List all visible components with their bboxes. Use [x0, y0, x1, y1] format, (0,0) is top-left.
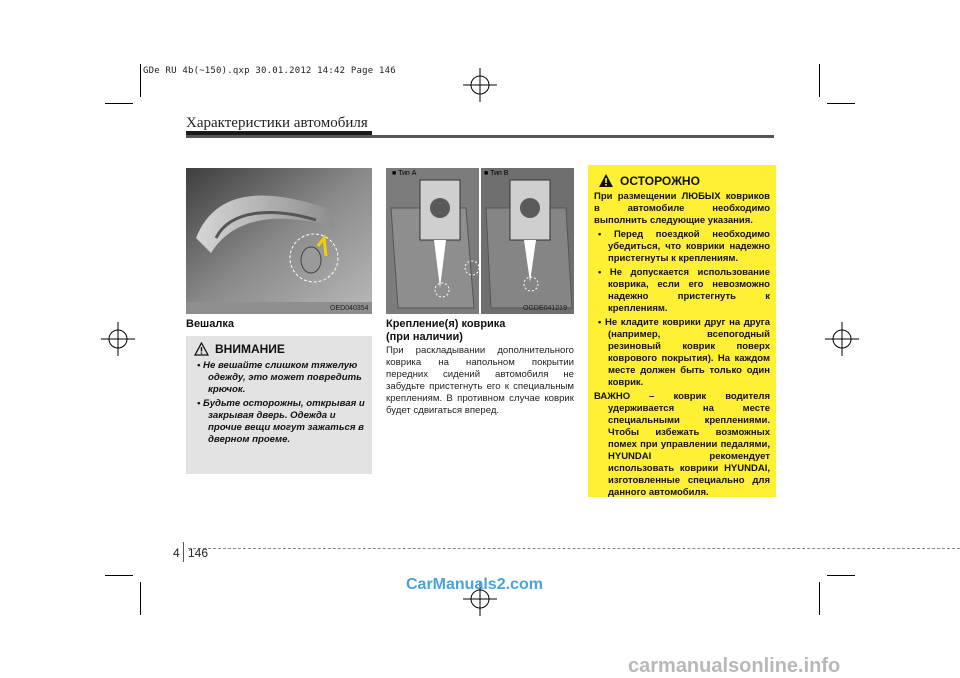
print-slug: GDe RU 4b(~150).qxp 30.01.2012 14:42 Page 146	[143, 66, 396, 76]
registration-mark-icon	[101, 322, 135, 356]
warning-item: • Не вешайте слишком тяжелую одежду, это может повредить крючок.	[197, 360, 362, 395]
watermark-bottom-link[interactable]: carmanualsonline.info	[628, 655, 841, 677]
warning-item: • Будьте осторожны, открывая и закрывая дверь. Одежда и прочие вещи могут зажаться в дверном проеме.	[197, 398, 365, 445]
caution-item: • Не допускается использование коврика, если его невозможно надежно пристегнуть к креплениям.	[598, 267, 771, 314]
caution-box	[588, 165, 776, 497]
image-code: OGDE041219	[523, 305, 567, 312]
crop-mark	[140, 64, 141, 97]
caution-intro: При размещении ЛЮБЫХ ковриков в автомобиле необходимо выполнить следующие указания.	[594, 191, 770, 226]
floor-mat-anchor-photo	[386, 168, 574, 314]
registration-mark-icon	[463, 68, 497, 102]
warning-triangle-icon	[194, 342, 209, 356]
crop-mark	[827, 575, 855, 576]
caution-list	[594, 229, 770, 389]
crop-mark	[105, 575, 133, 576]
header-rule	[186, 135, 774, 138]
section-title-floor-mat: Крепление(я) коврика	[386, 318, 506, 330]
page-number: 146	[188, 546, 209, 560]
footer-dashed-rule	[188, 548, 960, 549]
page-header-title: Характеристики автомобиля	[186, 115, 368, 131]
warning-box	[186, 336, 372, 474]
watermark-link[interactable]: CarManuals2.com	[406, 576, 543, 593]
chapter-number: 4	[173, 546, 180, 560]
crop-mark	[827, 103, 855, 104]
caution-item: • Не кладите коврики друг на друга (например, всепогодный резиновый коврик поверх коврового покрытия). На каждом месте должен быть только один коврик.	[598, 317, 770, 388]
crop-mark	[819, 64, 820, 97]
warning-title: ВНИМАНИЕ	[215, 342, 285, 356]
coat-hook-photo	[186, 168, 372, 314]
registration-mark-icon	[825, 322, 859, 356]
warning-list	[190, 360, 366, 448]
caution-triangle-icon	[598, 173, 614, 188]
type-a-label: ■ Тип А	[392, 170, 417, 177]
crop-mark	[819, 582, 820, 615]
image-code: OED040354	[330, 305, 369, 312]
crop-mark	[140, 582, 141, 615]
caution-item: • Перед поездкой необходимо убедиться, что коврики надежно пристегнуты к креплениям.	[598, 229, 770, 264]
crop-mark	[105, 103, 133, 104]
section-subtitle-floor-mat: (при наличии)	[386, 331, 463, 343]
caution-note: ВАЖНО – коврик водителя удерживается на месте специальными креплениями. Чтобы избежать возможных помех при управлении педалями, HYUNDAI рекомендует использовать коврики HYUNDAI, изготовленные специально для данного автомобиля.	[594, 391, 770, 498]
footer-divider	[183, 542, 184, 562]
floor-mat-body-text: При раскладывании дополнительного коврика на напольном покрытии передних сидений автомобиля не забудьте пристегнуть его к специальным креплениям. В противном случае коврик будет сдвигаться вперед.	[386, 345, 574, 416]
section-title-hanger: Вешалка	[186, 318, 234, 330]
type-b-label: ■ Тип В	[484, 170, 509, 177]
caution-title: ОСТОРОЖНО	[620, 173, 700, 188]
